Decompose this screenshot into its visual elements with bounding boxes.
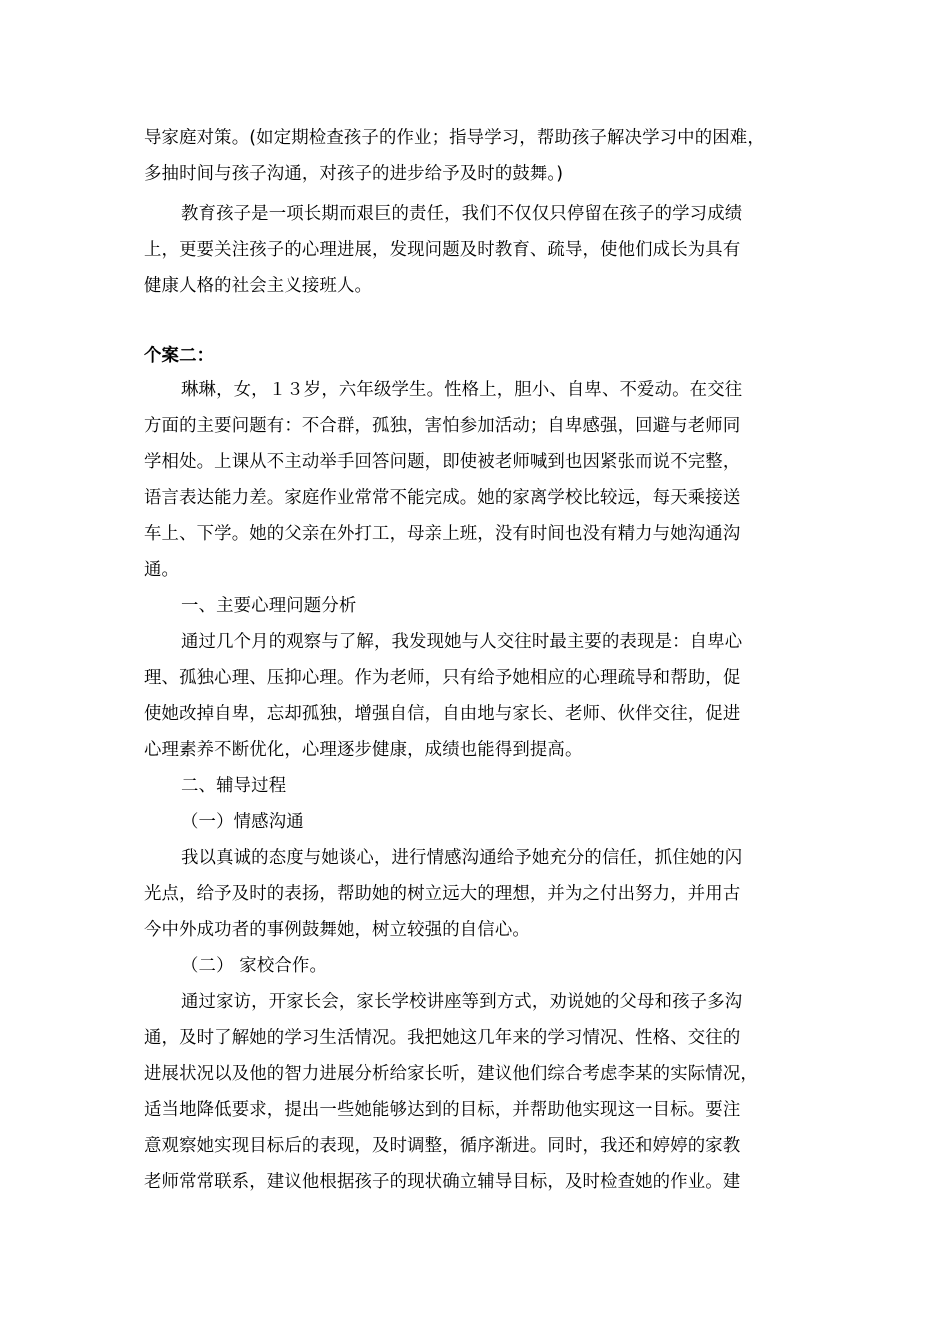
paragraph-line: 多抽时间与孩子沟通，对孩子的进步给予及时的鼓舞。) [144, 164, 564, 184]
paragraph-line: 导家庭对策。(如定期检查孩子的作业；指导学习，帮助孩子解决学习中的困难， [144, 128, 765, 148]
paragraph-line: 语言表达能力差。家庭作业常常不能完成。她的家离学校比较远，每天乘接送 [144, 488, 741, 508]
paragraph-line: 今中外成功者的事例鼓舞她，树立较强的自信心。 [144, 920, 530, 940]
paragraph-line: 通。 [144, 560, 180, 580]
paragraph-line: 二、辅导过程 [181, 776, 287, 796]
paragraph-line: 意观察她实现目标后的表现，及时调整，循序渐进。同时，我还和婷婷的家教 [144, 1136, 741, 1156]
paragraph-line: 车上、下学。她的父亲在外打工，母亲上班，没有时间也没有精力与她沟通沟 [144, 524, 741, 544]
paragraph-line: 我以真诚的态度与她谈心，进行情感沟通给予她充分的信任，抓住她的闪 [181, 848, 743, 868]
paragraph-line: 上，更要关注孩子的心理进展，发现问题及时教育、疏导，使他们成长为具有 [144, 240, 741, 260]
paragraph-line: 方面的主要问题有：不合群，孤独，害怕参加活动；自卑感强，回避与老师同 [144, 416, 741, 436]
paragraph-line: 进展状况以及他的智力进展分析给家长听，建议他们综合考虑李某的实际情况， [144, 1064, 758, 1084]
paragraph-line: 健康人格的社会主义接班人。 [144, 276, 373, 296]
paragraph-line: （二） 家校合作。 [181, 956, 328, 976]
paragraph-line: 理、孤独心理、压抑心理。作为老师，只有给予她相应的心理疏导和帮助，促 [144, 668, 741, 688]
paragraph-line: 使她改掉自卑，忘却孤独，增强自信，自由地与家长、老师、伙伴交往，促进 [144, 704, 741, 724]
paragraph-line: 心理素养不断优化，心理逐步健康，成绩也能得到提高。 [144, 740, 583, 760]
paragraph-line: 光点，给予及时的表扬，帮助她的树立远大的理想，并为之付出努力，并用古 [144, 884, 741, 904]
paragraph-line: 通过家访，开家长会，家长学校讲座等到方式，劝说她的父母和孩子多沟 [181, 992, 743, 1012]
section-heading: 个案二： [144, 346, 215, 366]
paragraph-line: 通过几个月的观察与了解，我发现她与人交往时最主要的表现是：自卑心 [181, 632, 743, 652]
paragraph-line: 老师常常联系，建议他根据孩子的现状确立辅导目标，及时检查她的作业。建 [144, 1172, 741, 1192]
paragraph-line: 适当地降低要求，提出一些她能够达到的目标，并帮助他实现这一目标。要注 [144, 1100, 741, 1120]
paragraph-line: （一）情感沟通 [181, 812, 304, 832]
paragraph-line: 琳琳，女，１３岁，六年级学生。性格上，胆小、自卑、不爱动。在交往 [181, 380, 743, 400]
paragraph-line: 通，及时了解她的学习生活情况。我把她这几年来的学习情况、性格、交往的 [144, 1028, 741, 1048]
paragraph-line: 学相处。上课从不主动举手回答问题，即使被老师喊到也因紧张而说不完整， [144, 452, 741, 472]
paragraph-line: 教育孩子是一项长期而艰巨的责任，我们不仅仅只停留在孩子的学习成绩 [181, 204, 743, 224]
paragraph-line: 一、主要心理问题分析 [181, 596, 357, 616]
